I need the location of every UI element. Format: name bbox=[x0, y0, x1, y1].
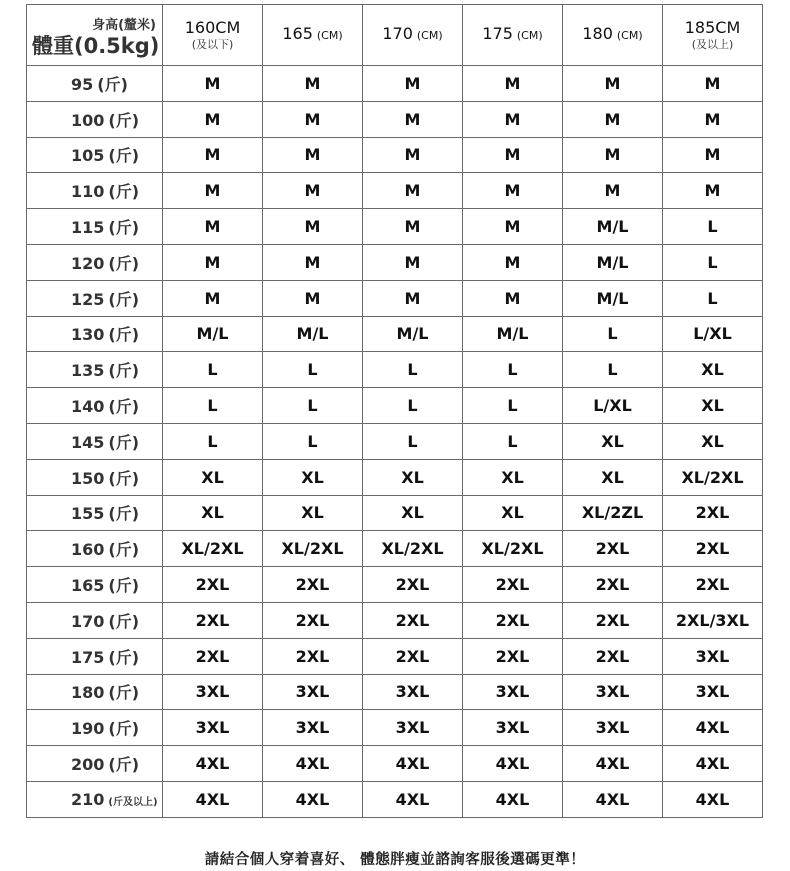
size-cell: 2XL bbox=[463, 567, 563, 603]
weight-value: 180 bbox=[71, 683, 105, 703]
weight-value: 95 bbox=[71, 74, 94, 94]
table-row bbox=[27, 638, 763, 674]
table-row bbox=[27, 316, 763, 352]
height-column-header bbox=[463, 5, 563, 66]
size-cell: 2XL bbox=[663, 531, 763, 567]
size-cell: 3XL bbox=[663, 638, 763, 674]
size-cell: L bbox=[663, 244, 763, 280]
table-row bbox=[27, 710, 763, 746]
size-cell: M bbox=[263, 244, 363, 280]
size-cell: L bbox=[363, 352, 463, 388]
header-row bbox=[27, 5, 763, 66]
size-cell: 3XL bbox=[163, 710, 263, 746]
size-cell: 3XL bbox=[363, 674, 463, 710]
height-value: 170 bbox=[382, 24, 413, 43]
size-cell: M bbox=[663, 101, 763, 137]
height-unit: (CM) bbox=[416, 29, 443, 42]
size-cell: 2XL bbox=[463, 638, 563, 674]
table-row bbox=[27, 495, 763, 531]
size-cell: M bbox=[163, 66, 263, 102]
size-cell: M bbox=[663, 137, 763, 173]
weight-value: 160 bbox=[71, 540, 105, 560]
size-cell: 4XL bbox=[463, 746, 563, 782]
size-cell: M/L bbox=[563, 244, 663, 280]
size-cell: 4XL bbox=[563, 781, 663, 817]
weight-value: 165 bbox=[71, 576, 105, 596]
weight-unit: (斤) bbox=[108, 253, 140, 273]
size-cell: XL/2XL bbox=[163, 531, 263, 567]
size-cell: M bbox=[463, 280, 563, 316]
size-cell: XL bbox=[563, 459, 663, 495]
size-cell: M bbox=[363, 173, 463, 209]
size-cell: 2XL bbox=[163, 638, 263, 674]
table-row bbox=[27, 244, 763, 280]
size-cell: XL bbox=[463, 495, 563, 531]
weight-unit: (斤) bbox=[108, 540, 140, 560]
size-cell: XL bbox=[263, 495, 363, 531]
size-cell: L/XL bbox=[563, 388, 663, 424]
size-table-body bbox=[27, 66, 763, 818]
weight-row-label bbox=[27, 638, 163, 674]
size-cell: XL bbox=[663, 352, 763, 388]
size-cell: M bbox=[663, 173, 763, 209]
size-cell: 3XL bbox=[663, 674, 763, 710]
weight-value: 135 bbox=[71, 361, 105, 381]
size-cell: M bbox=[563, 101, 663, 137]
weight-unit: (斤) bbox=[108, 683, 140, 703]
weight-unit: (斤) bbox=[108, 397, 140, 417]
size-cell: M bbox=[463, 173, 563, 209]
size-cell: M bbox=[363, 280, 463, 316]
size-cell: L bbox=[663, 280, 763, 316]
weight-unit: (斤) bbox=[108, 576, 140, 596]
height-value: 160CM bbox=[184, 18, 241, 37]
size-cell: L bbox=[563, 316, 663, 352]
size-cell: 3XL bbox=[363, 710, 463, 746]
size-cell: 2XL bbox=[663, 495, 763, 531]
size-cell: M/L bbox=[463, 316, 563, 352]
size-cell: M/L bbox=[563, 209, 663, 245]
weight-row-label bbox=[27, 495, 163, 531]
size-cell: 2XL bbox=[363, 567, 463, 603]
size-cell: M bbox=[463, 209, 563, 245]
size-cell: M/L bbox=[363, 316, 463, 352]
size-cell: L bbox=[263, 352, 363, 388]
weight-row-label bbox=[27, 137, 163, 173]
size-cell: 4XL bbox=[363, 746, 463, 782]
size-cell: 4XL bbox=[663, 746, 763, 782]
size-cell: 3XL bbox=[563, 710, 663, 746]
height-unit: (CM) bbox=[516, 29, 543, 42]
size-cell: M bbox=[463, 66, 563, 102]
weight-row-label bbox=[27, 352, 163, 388]
size-cell: XL bbox=[563, 423, 663, 459]
size-cell: L bbox=[363, 388, 463, 424]
weight-axis-label: 體重(0.5kg) bbox=[32, 34, 160, 58]
weight-value: 155 bbox=[71, 504, 105, 524]
weight-unit: (斤) bbox=[108, 110, 140, 130]
weight-row-label bbox=[27, 710, 163, 746]
weight-unit: (斤) bbox=[108, 182, 140, 202]
weight-row-label bbox=[27, 567, 163, 603]
height-unit: (CM) bbox=[616, 29, 643, 42]
corner-header-cell bbox=[27, 5, 163, 66]
weight-row-label bbox=[27, 423, 163, 459]
size-cell: XL bbox=[663, 388, 763, 424]
size-cell: XL bbox=[163, 459, 263, 495]
size-cell: L bbox=[363, 423, 463, 459]
table-row bbox=[27, 209, 763, 245]
height-value: 185CM bbox=[684, 18, 741, 37]
size-cell: 2XL bbox=[563, 638, 663, 674]
size-cell: L bbox=[263, 388, 363, 424]
size-cell: M bbox=[163, 173, 263, 209]
height-value: 165 bbox=[282, 24, 313, 43]
size-cell: 2XL bbox=[563, 567, 663, 603]
weight-unit: (斤) bbox=[108, 611, 140, 631]
size-cell: M bbox=[363, 244, 463, 280]
weight-row-label bbox=[27, 244, 163, 280]
size-cell: M bbox=[663, 66, 763, 102]
size-cell: 2XL bbox=[163, 602, 263, 638]
size-cell: L bbox=[163, 388, 263, 424]
height-axis-label: 身高(釐米) bbox=[92, 18, 156, 33]
table-row bbox=[27, 280, 763, 316]
weight-row-label bbox=[27, 459, 163, 495]
size-cell: 4XL bbox=[263, 746, 363, 782]
weight-unit: (斤) bbox=[108, 218, 140, 238]
weight-unit: (斤) bbox=[97, 74, 128, 94]
size-chart-table bbox=[26, 4, 763, 818]
height-qualifier: (及以上) bbox=[691, 38, 734, 51]
table-row bbox=[27, 173, 763, 209]
size-cell: L bbox=[263, 423, 363, 459]
size-cell: 4XL bbox=[163, 781, 263, 817]
size-cell: 3XL bbox=[563, 674, 663, 710]
size-cell: 2XL bbox=[363, 638, 463, 674]
table-row bbox=[27, 781, 763, 817]
weight-row-label bbox=[27, 280, 163, 316]
size-cell: M bbox=[363, 101, 463, 137]
weight-value: 145 bbox=[71, 432, 105, 452]
size-cell: M bbox=[463, 137, 563, 173]
size-cell: L bbox=[663, 209, 763, 245]
size-cell: XL bbox=[363, 459, 463, 495]
table-row bbox=[27, 602, 763, 638]
height-column-header bbox=[663, 5, 763, 66]
size-cell: M bbox=[163, 137, 263, 173]
size-cell: 2XL bbox=[563, 531, 663, 567]
weight-unit: (斤) bbox=[108, 468, 140, 488]
table-row bbox=[27, 137, 763, 173]
size-cell: XL/2XL bbox=[463, 531, 563, 567]
size-cell: M bbox=[163, 101, 263, 137]
table-row bbox=[27, 388, 763, 424]
weight-row-label bbox=[27, 602, 163, 638]
size-cell: 3XL bbox=[263, 674, 363, 710]
weight-value: 130 bbox=[71, 325, 105, 345]
weight-value: 120 bbox=[71, 253, 105, 273]
weight-value: 105 bbox=[71, 146, 105, 166]
weight-row-label bbox=[27, 173, 163, 209]
height-qualifier: (及以下) bbox=[191, 38, 234, 51]
weight-unit: (斤) bbox=[108, 719, 140, 739]
weight-value: 140 bbox=[71, 397, 105, 417]
weight-row-label bbox=[27, 316, 163, 352]
size-cell: M bbox=[263, 66, 363, 102]
size-cell: XL/2XL bbox=[663, 459, 763, 495]
size-cell: XL bbox=[263, 459, 363, 495]
weight-row-label bbox=[27, 66, 163, 102]
size-cell: L bbox=[563, 352, 663, 388]
height-column-header bbox=[363, 5, 463, 66]
size-cell: XL bbox=[663, 423, 763, 459]
size-cell: 2XL bbox=[563, 602, 663, 638]
weight-row-label bbox=[27, 209, 163, 245]
size-cell: M bbox=[263, 173, 363, 209]
size-cell: M bbox=[463, 101, 563, 137]
size-cell: M bbox=[563, 137, 663, 173]
size-cell: L bbox=[163, 352, 263, 388]
height-unit: (CM) bbox=[316, 29, 343, 42]
size-cell: M bbox=[563, 173, 663, 209]
size-cell: 4XL bbox=[163, 746, 263, 782]
weight-value: 100 bbox=[71, 110, 105, 130]
weight-row-label bbox=[27, 781, 163, 817]
weight-value: 200 bbox=[71, 755, 105, 775]
size-cell: 4XL bbox=[463, 781, 563, 817]
size-cell: M bbox=[263, 137, 363, 173]
weight-unit: (斤) bbox=[108, 146, 140, 166]
size-cell: M bbox=[463, 244, 563, 280]
weight-unit: (斤) bbox=[108, 504, 140, 524]
weight-unit: (斤) bbox=[108, 289, 140, 309]
size-cell: L/XL bbox=[663, 316, 763, 352]
weight-value: 210 bbox=[71, 789, 105, 809]
size-cell: M bbox=[363, 137, 463, 173]
table-row bbox=[27, 531, 763, 567]
size-cell: 3XL bbox=[463, 710, 563, 746]
size-cell: M bbox=[263, 209, 363, 245]
weight-value: 115 bbox=[71, 218, 105, 238]
size-cell: XL bbox=[363, 495, 463, 531]
height-value: 175 bbox=[482, 24, 513, 43]
size-cell: XL bbox=[463, 459, 563, 495]
size-cell: 3XL bbox=[463, 674, 563, 710]
size-cell: XL/2XL bbox=[263, 531, 363, 567]
height-column-header bbox=[263, 5, 363, 66]
weight-row-label bbox=[27, 674, 163, 710]
size-cell: L bbox=[163, 423, 263, 459]
height-column-header bbox=[563, 5, 663, 66]
size-cell: 2XL bbox=[263, 638, 363, 674]
size-cell: 2XL bbox=[463, 602, 563, 638]
weight-row-label bbox=[27, 101, 163, 137]
table-row bbox=[27, 567, 763, 603]
height-value: 180 bbox=[582, 24, 613, 43]
size-cell: 3XL bbox=[263, 710, 363, 746]
footer-note: 請結合個人穿着喜好、 體態胖瘦並諮詢客服後選碼更準！ bbox=[204, 852, 586, 868]
size-cell: 4XL bbox=[663, 781, 763, 817]
weight-row-label bbox=[27, 531, 163, 567]
size-cell: M bbox=[563, 66, 663, 102]
weight-unit: (斤及以上) bbox=[108, 796, 158, 808]
size-cell: M/L bbox=[163, 316, 263, 352]
size-cell: XL bbox=[163, 495, 263, 531]
size-cell: 2XL bbox=[663, 567, 763, 603]
weight-unit: (斤) bbox=[108, 325, 140, 345]
size-cell: XL/2ZL bbox=[563, 495, 663, 531]
table-row bbox=[27, 423, 763, 459]
size-cell: L bbox=[463, 388, 563, 424]
size-cell: 2XL bbox=[163, 567, 263, 603]
weight-row-label bbox=[27, 388, 163, 424]
size-cell: M bbox=[163, 280, 263, 316]
size-cell: M/L bbox=[563, 280, 663, 316]
size-cell: M bbox=[363, 209, 463, 245]
weight-unit: (斤) bbox=[108, 432, 140, 452]
weight-row-label bbox=[27, 746, 163, 782]
size-cell: 2XL/3XL bbox=[663, 602, 763, 638]
weight-unit: (斤) bbox=[108, 755, 140, 775]
weight-value: 190 bbox=[71, 719, 105, 739]
weight-value: 175 bbox=[71, 647, 105, 667]
weight-unit: (斤) bbox=[108, 361, 140, 381]
size-cell: L bbox=[463, 423, 563, 459]
table-row bbox=[27, 459, 763, 495]
size-cell: 4XL bbox=[263, 781, 363, 817]
size-cell: 4XL bbox=[663, 710, 763, 746]
size-cell: 2XL bbox=[263, 602, 363, 638]
size-cell: M bbox=[263, 280, 363, 316]
size-cell: M bbox=[263, 101, 363, 137]
size-cell: 4XL bbox=[563, 746, 663, 782]
size-cell: XL/2XL bbox=[363, 531, 463, 567]
table-row bbox=[27, 746, 763, 782]
size-cell: M bbox=[163, 209, 263, 245]
size-cell: 2XL bbox=[363, 602, 463, 638]
weight-value: 110 bbox=[71, 182, 105, 202]
weight-value: 170 bbox=[71, 611, 105, 631]
weight-unit: (斤) bbox=[108, 647, 140, 667]
size-cell: 3XL bbox=[163, 674, 263, 710]
table-row bbox=[27, 66, 763, 102]
size-cell: 4XL bbox=[363, 781, 463, 817]
size-cell: M bbox=[363, 66, 463, 102]
table-row bbox=[27, 352, 763, 388]
size-cell: L bbox=[463, 352, 563, 388]
size-cell: M/L bbox=[263, 316, 363, 352]
height-column-header bbox=[163, 5, 263, 66]
size-cell: M bbox=[163, 244, 263, 280]
size-cell: 2XL bbox=[263, 567, 363, 603]
weight-value: 150 bbox=[71, 468, 105, 488]
table-row bbox=[27, 101, 763, 137]
table-row bbox=[27, 674, 763, 710]
weight-value: 125 bbox=[71, 289, 105, 309]
